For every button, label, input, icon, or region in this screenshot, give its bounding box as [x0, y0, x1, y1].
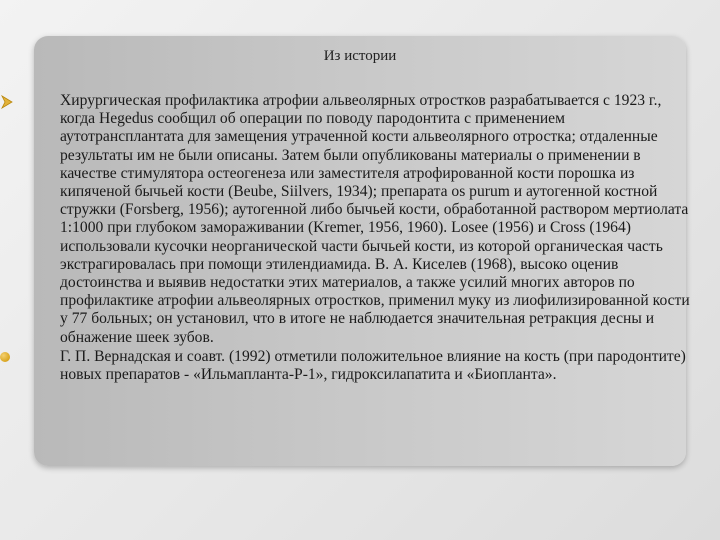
bullet-text: Г. П. Вернадская и соавт. (1992) отметили положительное влияние на кость (при пародонтите) новых препаратов - «Ильмапланта-Р-1», гидроксилапатита и «Биопланта». — [60, 347, 686, 384]
round-bullet-icon — [0, 352, 10, 362]
bullet-text: Хирургическая профилактика атрофии альвеолярных отростков разрабатывается с 1923 г., когда Hegedus сообщил об операции по поводу пародонтита с применением аутотрансплантата для замещения утраченной кости альвеолярного отростка; отдаленные результаты им не были описаны. Затем были опубликованы материалы о применении в качестве стимулятора остеогенеза или заместителя атрофированной кости порошка из кипяченой бычьей кости (Beube, Siilvers, 1934); препарата os purum и аутогенной костной стружки (Forsberg, 1956); аутогенной либо бычьей кости, обработанной раствором мертиолата 1:1000 при глубоком замораживании (Kremer, 1956, 1960). Losee (1956) и Cross (1964) использовали кусочки неорганической части бычьей кости, из которой органическая часть экстрагировалась при помощи этилендиамида. В. А. Киселев (1968), высоко оценив достоинства и выявив недостатки этих материалов, а также усилий многих авторов по профилактике атрофии альвеолярных отростков, применил муку из лиофилизированной кости у 77 больных; он установил, что в итоге не наблюдается значительная ретракция десны и обнажение шеек зубов. — [60, 92, 690, 346]
bullet-item — [0, 92, 690, 347]
bullet-list — [0, 92, 690, 384]
bullet-item — [0, 348, 690, 384]
slide-title: Из истории — [323, 48, 397, 64]
chevron-arrow-icon — [0, 95, 14, 109]
